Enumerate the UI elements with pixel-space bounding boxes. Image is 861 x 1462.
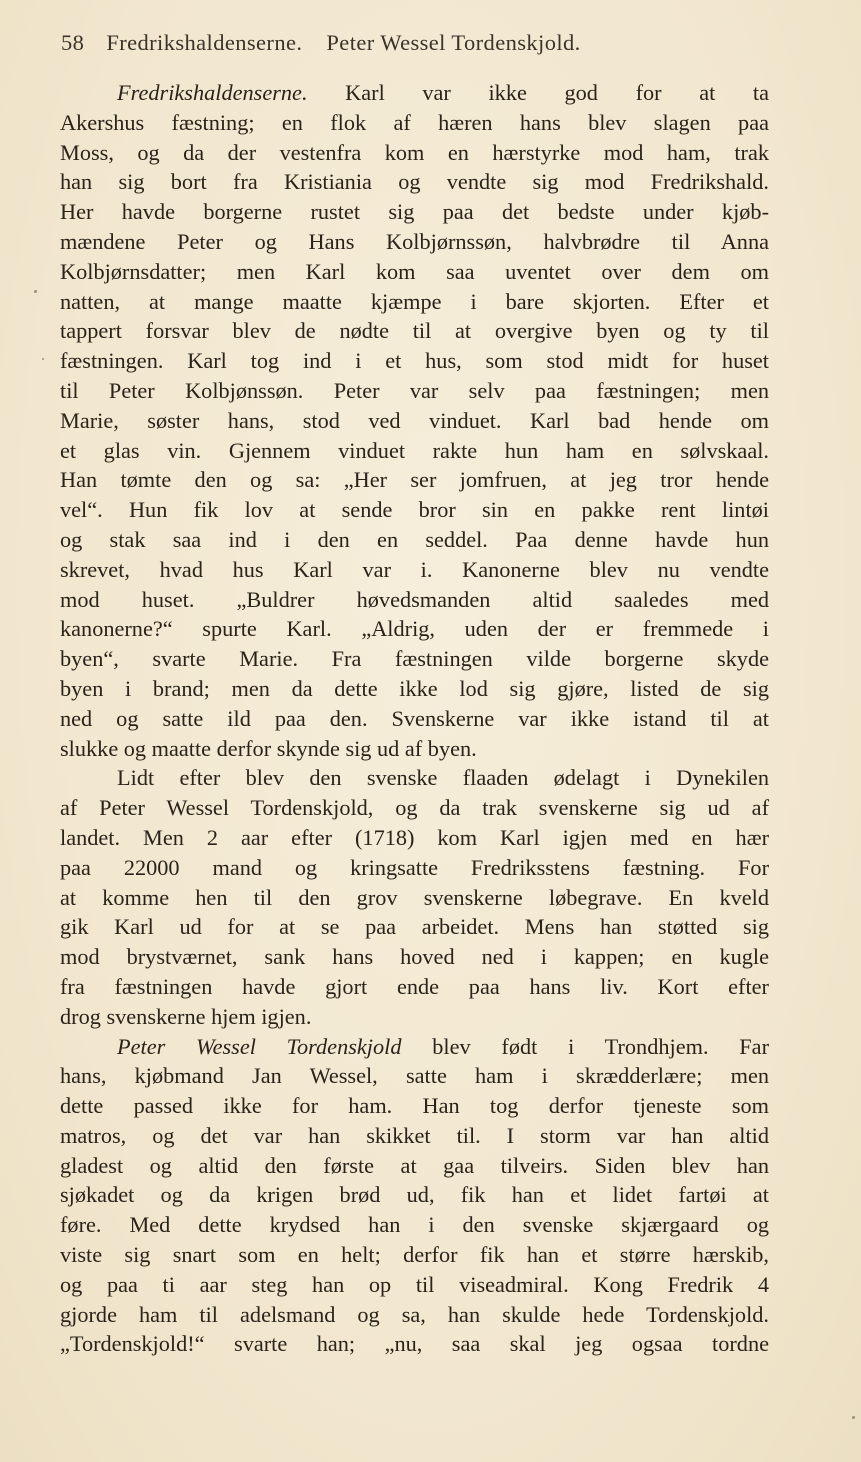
text-line-content: Lidt efter blev den svenske flaaden ødelagt i Dynekilen [117,765,769,791]
paragraph-lead-italic: Fredrikshaldenserne. [117,80,308,105]
text-line-content: blev født i Trondhjem. Far [401,1033,770,1059]
text-line-content: og paa ti aar steg han op til viseadmiral. Kong Fredrik 4 [60,1271,769,1297]
text-line-content: hans, kjøbmand Jan Wessel, satte ham i skrædderlære; men [60,1063,769,1089]
text-line-content: landet. Men 2 aar efter (1718) kom Karl igjen med en hær [60,824,769,850]
text-line-content: matros, og det var han skikket til. I storm var han altid [60,1122,769,1148]
text-line [60,1002,769,1032]
text-line-content: Her havde borgerne rustet sig paa det bedste under kjøb- [60,199,769,225]
text-line [60,1329,769,1359]
text-line-content: mod brystværnet, sank hans hoved ned i kappen; en kugle [60,944,769,970]
text-line-content: Karl var ikke god for at ta [307,80,769,105]
text-line-content: føre. Med dette krydsed han i den svenske skjærgaard og [60,1212,769,1238]
text-line [60,585,769,615]
text-line [60,257,769,287]
text-line [60,1032,769,1062]
running-head [61,30,781,62]
paper-speck [852,1416,855,1419]
text-line [60,197,769,227]
running-head-subtitle: Peter Wessel Tordenskjold. [326,30,581,55]
text-line [60,793,769,823]
text-line-content: til Peter Kolbjønssøn. Peter var selv paa fæstningen; men [60,377,769,403]
text-line [60,1151,769,1181]
text-line-content: han sig bort fra Kristiania og vendte sig mod Fredrikshald. [60,169,769,195]
text-line-content: Kolbjørnsdatter; men Karl kom saa uventet over dem om [60,258,769,284]
text-line [60,1180,769,1210]
text-line [60,406,769,436]
text-line [60,465,769,495]
text-line-content: „Tordenskjold!“ svarte han; „nu, saa skal jeg ogsaa tordne [60,1331,769,1357]
text-line [60,883,769,913]
text-line [60,525,769,555]
text-line-content: ned og satte ild paa den. Svenskerne var ikke istand til at [60,705,769,731]
text-line [60,1270,769,1300]
text-line [60,78,769,108]
text-line-content: mod huset. „Buldrer høvedsmanden altid saaledes med [60,586,769,612]
text-line [60,734,769,764]
text-line [60,555,769,585]
text-line [60,138,769,168]
text-line [60,704,769,734]
text-line [60,674,769,704]
text-line [60,346,769,376]
text-line [60,1061,769,1091]
text-line [60,227,769,257]
text-line [60,614,769,644]
text-line-content: paa 22000 mand og kringsatte Fredriksstens fæstning. For [60,854,769,880]
text-line-content: Marie, søster hans, stod ved vinduet. Karl bad hende om [60,407,769,433]
text-line [60,942,769,972]
page-number: 58 [61,30,85,55]
text-line [60,376,769,406]
text-line-content: skrevet, hvad hus Karl var i. Kanonerne blev nu vendte [60,556,769,582]
text-line [60,1210,769,1240]
paragraph-lead-italic: Peter Wessel Tordenskjold [117,1033,402,1059]
text-line [60,108,769,138]
text-line [60,436,769,466]
text-line-content: at komme hen til den grov svenskerne løbegrave. En kveld [60,884,769,910]
text-line [60,495,769,525]
text-line-content: viste sig snart som en helt; derfor fik han et større hærskib, [60,1242,769,1268]
text-line-content: gik Karl ud for at se paa arbeidet. Mens han støtted sig [60,914,769,940]
text-line-content: gladest og altid den første at gaa tilveirs. Siden blev han [60,1152,769,1178]
text-line [60,1300,769,1330]
body-text [60,78,769,1359]
text-line-content: byen i brand; men da dette ikke lod sig gjøre, listed de sig [60,675,769,701]
text-line [60,316,769,346]
text-line-content: af Peter Wessel Tordenskjold, og da trak svenskerne sig ud af [60,795,769,821]
text-line [60,1240,769,1270]
text-line [60,912,769,942]
paper-speck [34,290,37,293]
running-head-title: Fredrikshaldenserne. [106,30,303,55]
text-line-content: sjøkadet og da krigen brød ud, fik han et lidet fartøi at [60,1182,769,1208]
text-line-content: fæstningen. Karl tog ind i et hus, som stod midt for huset [60,348,769,374]
text-line-content: drog svenskerne hjem igjen. [60,1003,312,1029]
text-line [60,644,769,674]
text-line-content: kanonerne?“ spurte Karl. „Aldrig, uden der er fremmede i [60,616,769,642]
text-line-content: mændene Peter og Hans Kolbjørnssøn, halvbrødre til Anna [60,228,769,254]
text-line [60,1091,769,1121]
text-line-content: Akershus fæstning; en flok af hæren hans blev slagen paa [60,109,769,135]
text-line-content: et glas vin. Gjennem vinduet rakte hun ham en sølvskaal. [60,437,769,463]
text-line-content: byen“, svarte Marie. Fra fæstningen vilde borgerne skyde [60,646,769,672]
text-line-content: dette passed ikke for ham. Han tog derfor tjeneste som [60,1093,769,1119]
text-line-content: tappert forsvar blev de nødte til at overgive byen og ty til [60,318,769,344]
text-line-content: fra fæstningen havde gjort ende paa hans liv. Kort efter [60,973,769,999]
text-line [60,1121,769,1151]
text-line-content: slukke og maatte derfor skynde sig ud af byen. [60,735,477,761]
text-line-content: Moss, og da der vestenfra kom en hærstyrke mod ham, trak [60,139,769,165]
text-line [60,167,769,197]
text-line-content: og stak saa ind i den en seddel. Paa denne havde hun [60,526,769,552]
text-line-content: gjorde ham til adelsmand og sa, han skulde hede Tordenskjold. [60,1301,769,1327]
text-line-content: Han tømte den og sa: „Her ser jomfruen, at jeg tror hende [60,467,769,493]
text-line [60,823,769,853]
text-line [60,972,769,1002]
text-line [60,287,769,317]
text-line [60,853,769,883]
text-line [60,763,769,793]
paper-speck [42,358,44,360]
text-line-content: vel“. Hun fik lov at sende bror sin en pakke rent lintøi [60,497,769,523]
text-line-content: natten, at mange maatte kjæmpe i bare skjorten. Efter et [60,288,769,314]
